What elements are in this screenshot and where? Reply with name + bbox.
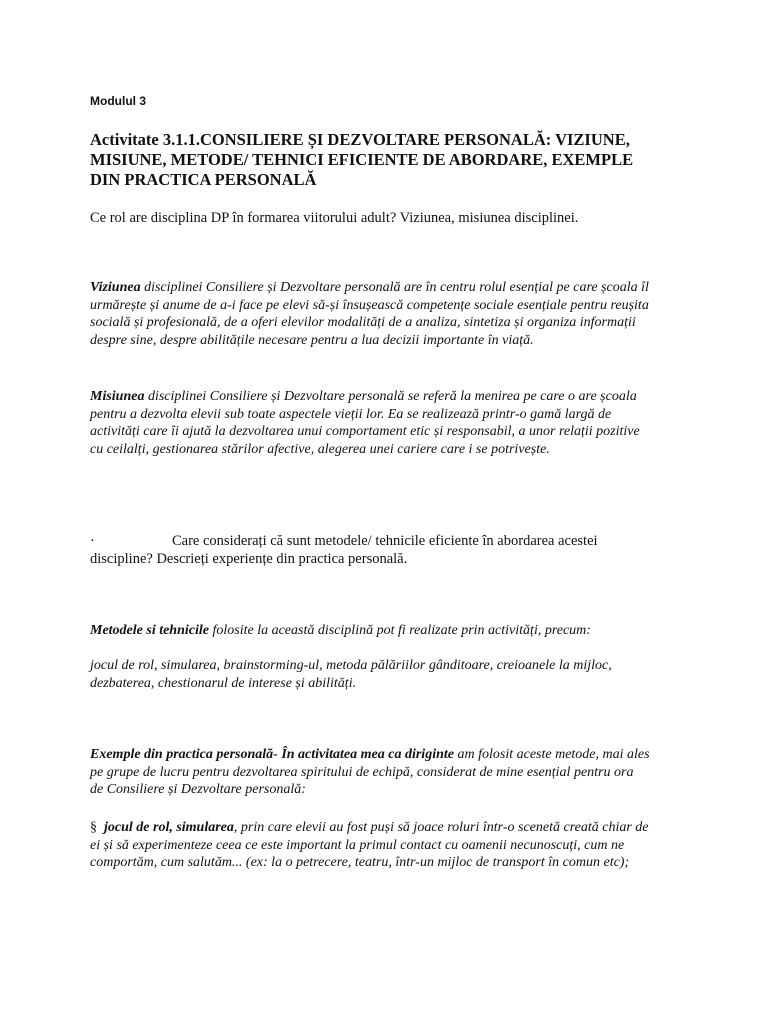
question-2-text: Care considerați că sunt metodele/ tehnicile eficiente în abordarea acestei discipline? Descrieți experiențe din practica personală. bbox=[90, 533, 598, 567]
vision-text: disciplinei Consiliere și Dezvoltare personală are în centru rolul esențial pe care școala îl urmărește și anume de a-i face pe elevi să-și însușească competențe sociale esențiale pentru reușita socială și profesională, de a oferi elevilor modalități de a analiza, sintetiza și organiza informații despre sine, despre abilitățile necesare pentru a lua decizii importante în viață. bbox=[90, 280, 649, 348]
bullet-marker: · bbox=[90, 533, 95, 549]
role-play-paragraph bbox=[90, 819, 650, 872]
question-2 bbox=[90, 532, 650, 568]
methods-term: Metodele si tehnicile bbox=[90, 623, 209, 638]
vision-term: Viziunea bbox=[90, 280, 141, 295]
mission-paragraph bbox=[90, 388, 650, 458]
methods-paragraph bbox=[90, 622, 650, 640]
activity-title: Activitate 3.1.1.CONSILIERE ȘI DEZVOLTARE PERSONALĂ: VIZIUNE, MISIUNE, METODE/ TEHNICI EFICIENTE DE ABORDARE, EXEMPLE DIN PRACTICA PERSONALĂ bbox=[90, 130, 634, 189]
section-marker: § bbox=[90, 820, 97, 835]
methods-text: folosite la această disciplină pot fi realizate prin activități, precum: bbox=[208, 623, 591, 638]
methods-list: jocul de rol, simularea, brainstorming-ul, metoda pălăriilor gânditoare, creioanele la mijloc, dezbaterea, chestionarul de interese și abilități. bbox=[90, 658, 612, 691]
role-play-term: jocul de rol, simularea bbox=[104, 820, 234, 835]
vision-paragraph bbox=[90, 279, 650, 349]
question-1: Ce rol are disciplina DP în formarea viitorului adult? Viziunea, misiunea disciplinei. bbox=[90, 210, 579, 226]
examples-term: Exemple din practica personală- În activitatea mea ca diriginte bbox=[90, 747, 454, 762]
examples-text: am folosit aceste metode, mai ales pe grupe de lucru pentru dezvoltarea spiritului de echipă, considerat de mine esențial pentru ora de Consiliere și Dezvoltare personală: bbox=[90, 747, 650, 797]
mission-text: disciplinei Consiliere și Dezvoltare personală se referă la menirea pe care o are școala pentru a dezvolta elevii sub toate aspectele vieții lor. Ea se realizează printr-o gamă largă de activități care îi ajută la dezvoltarea unui comportament etic și responsabil, a unor relații pozitive cu ceilalți, gestionarea stărilor afective, alegerea unei cariere care i se potrivește. bbox=[90, 389, 640, 457]
mission-term: Misiunea bbox=[90, 389, 145, 404]
role-play-text: , prin care elevii au fost puși să joace roluri într-o scenetă creată chiar de ei și să experimenteze ceea ce este important la primul contact cu oamenii necunoscuți, cum ne comportăm, cum salutăm... (ex: la o petrecere, teatru, într-un mijloc de transport în comun etc); bbox=[90, 820, 649, 870]
examples-paragraph bbox=[90, 746, 650, 799]
module-label: Modulul 3 bbox=[90, 94, 146, 108]
